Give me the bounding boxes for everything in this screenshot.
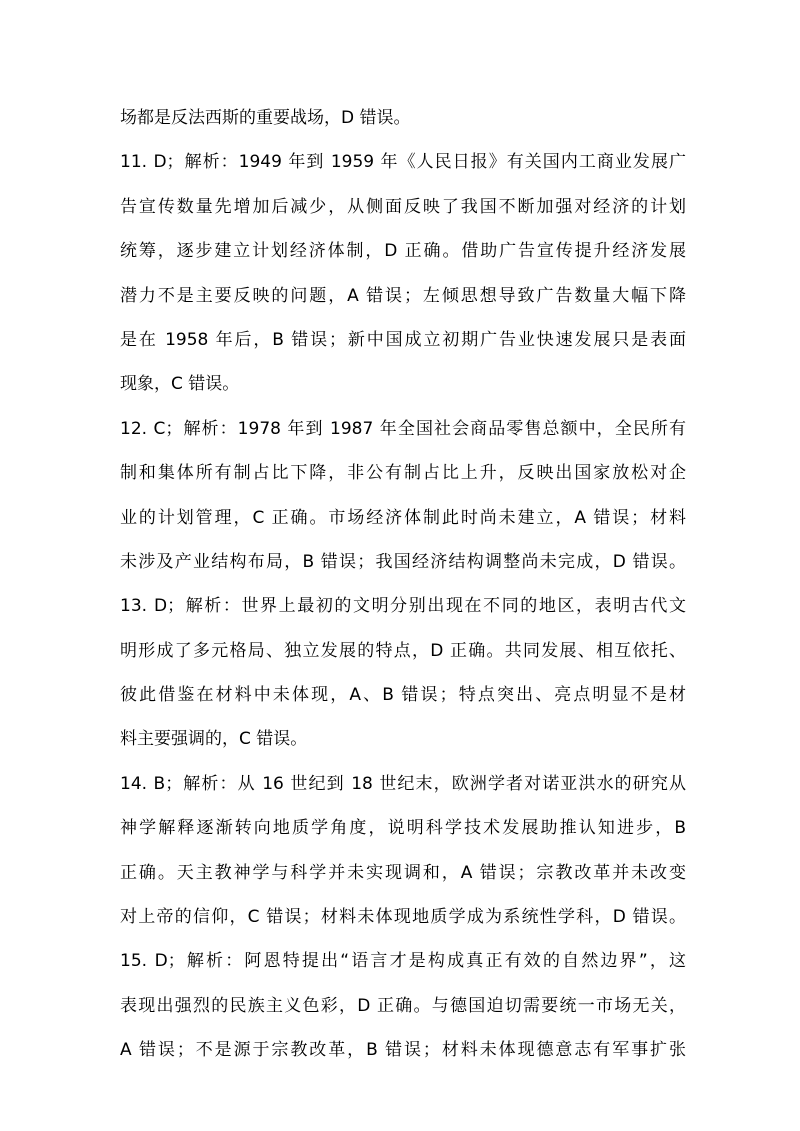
- text-line: 统筹，逐步建立计划经济体制，D 正确。借助广告宣传提升经济发展: [120, 241, 686, 262]
- document-body: [120, 96, 686, 1073]
- text-line: 潜力不是主要反映的问题，A 错误；左倾思想导致广告数量大幅下降: [120, 285, 686, 306]
- text-line: 14. B；解析：从 16 世纪到 18 世纪末，欧洲学者对诺亚洪水的研究从: [120, 773, 686, 794]
- text-line: 对上帝的信仰，C 错误；材料未体现地质学成为系统性学科，D 错误。: [120, 907, 686, 928]
- text-line: 业的计划管理，C 正确。市场经济体制此时尚未建立，A 错误；材料: [120, 507, 686, 528]
- text-line: 正确。天主教神学与科学并未实现调和，A 错误；宗教改革并未改变: [120, 862, 686, 883]
- text-line: 12. C；解析：1978 年到 1987 年全国社会商品零售总额中，全民所有: [120, 418, 686, 439]
- text-line: 11. D；解析：1949 年到 1959 年《人民日报》有关国内工商业发展广: [120, 152, 686, 173]
- text-line: 明形成了多元格局、独立发展的特点，D 正确。共同发展、相互依托、: [120, 640, 686, 661]
- text-line: 未涉及产业结构布局，B 错误；我国经济结构调整尚未完成，D 错误。: [120, 551, 686, 572]
- text-line: 告宣传数量先增加后减少，从侧面反映了我国不断加强对经济的计划: [120, 196, 686, 217]
- text-line: 料主要强调的，C 错误。: [120, 729, 308, 750]
- text-line: 制和集体所有制占比下降，非公有制占比上升，反映出国家放松对企: [120, 463, 686, 484]
- text-line: 13. D；解析：世界上最初的文明分别出现在不同的地区，表明古代文: [120, 596, 686, 617]
- text-line: 是在 1958 年后，B 错误；新中国成立初期广告业快速发展只是表面: [120, 329, 686, 350]
- text-line: 现象，C 错误。: [120, 374, 240, 395]
- text-line: 神学解释逐渐转向地质学角度，说明科学技术发展助推认知进步，B: [120, 818, 686, 839]
- text-line: 表现出强烈的民族主义色彩，D 正确。与德国迫切需要统一市场无关，: [120, 995, 686, 1016]
- text-line: 场都是反法西斯的重要战场，D 错误。: [120, 108, 411, 128]
- text-line: 彼此借鉴在材料中未体现，A、B 错误；特点突出、亮点明显不是材: [120, 685, 686, 706]
- text-line: A 错误；不是源于宗教改革，B 错误；材料未体现德意志有军事扩张: [120, 1040, 686, 1061]
- text-line: 15. D；解析：阿恩特提出“语言才是构成真正有效的自然边界”，这: [120, 951, 686, 972]
